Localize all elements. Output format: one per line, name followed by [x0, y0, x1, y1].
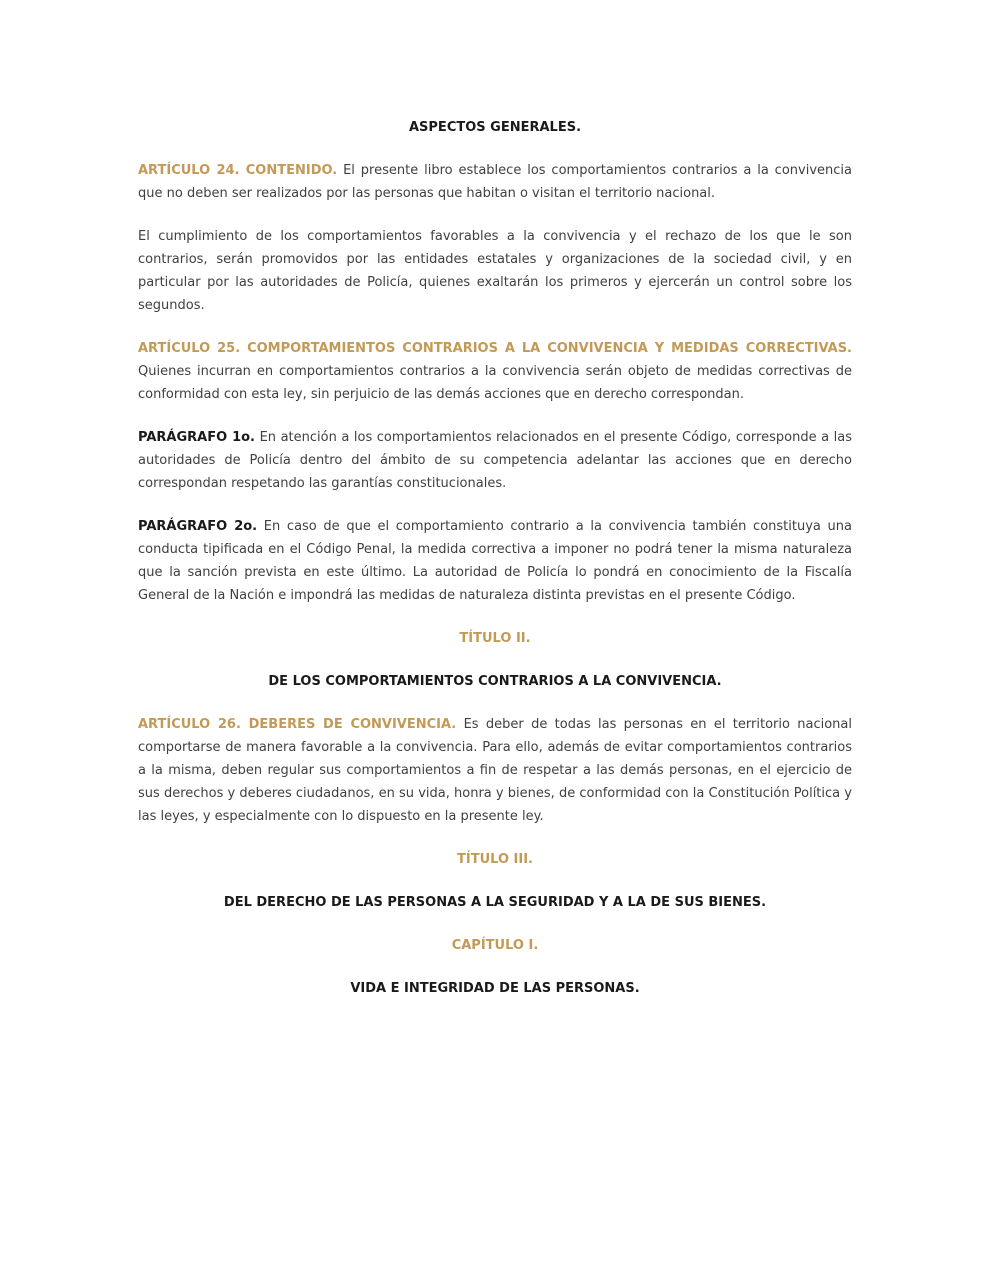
titulo-iii-subtitle: DEL DERECHO DE LAS PERSONAS A LA SEGURIDAD Y A LA DE SUS BIENES.	[223, 895, 767, 910]
compliance-text: El cumplimiento de los comportamientos favorables a la convivencia y el rechazo de los que le son contrarios, serán promovidos por las entidades estatales y organizaciones de la sociedad civil, y en particular por las autoridades de Policía, quienes exaltarán los primeros y ejercerán un control sobre los segundos.	[138, 229, 852, 313]
paragrafo-2-label: PARÁGRAFO 2o.	[138, 519, 258, 534]
paragrafo-1-paragraph	[138, 426, 852, 495]
article-26-paragraph	[138, 713, 852, 828]
article-26-text: Es deber de todas las personas en el territorio nacional comportarse de manera favorable a la convivencia. Para ello, además de evitar comportamientos contrarios a la misma, deben regular sus comportamientos a fin de respetar a las demás personas, en el ejercicio de sus derechos y deberes ciudadanos, en su vida, honra y bienes, de conformidad con la Constitución Política y las leyes, y especialmente con lo dispuesto en la presente ley.	[138, 717, 852, 824]
article-24-paragraph	[138, 159, 852, 205]
article-24-label: ARTÍCULO 24. CONTENIDO.	[138, 163, 338, 178]
paragrafo-2-paragraph	[138, 515, 852, 607]
compliance-paragraph	[138, 225, 852, 317]
article-24-text: El presente libro establece los comportamientos contrarios a la convivencia que no deben ser realizados por las personas que habitan o visitan el territorio nacional.	[138, 163, 852, 201]
article-25-text: Quienes incurran en comportamientos contrarios a la convivencia serán objeto de medidas correctivas de conformidad con esta ley, sin perjuicio de las demás acciones que en derecho correspondan.	[138, 364, 852, 402]
article-26-label: ARTÍCULO 26. DEBERES DE CONVIVENCIA.	[138, 717, 457, 732]
paragrafo-1-label: PARÁGRAFO 1o.	[138, 430, 255, 445]
paragrafo-2-text: En caso de que el comportamiento contrario a la convivencia también constituya una conducta tipificada en el Código Penal, la medida correctiva a imponer no podrá tener la misma naturaleza que la sanción prevista en este último. La autoridad de Policía lo pondrá en conocimiento de la Fiscalía General de la Nación e impondrá las medidas de naturaleza distinta previstas en el presente Código.	[138, 519, 852, 603]
capitulo-i-subtitle: VIDA E INTEGRIDAD DE LAS PERSONAS.	[350, 981, 640, 996]
titulo-ii-subtitle: DE LOS COMPORTAMIENTOS CONTRARIOS A LA CONVIVENCIA.	[268, 674, 722, 689]
document-title: ASPECTOS GENERALES.	[408, 120, 582, 135]
article-25-paragraph	[138, 337, 852, 406]
titulo-ii-heading: TÍTULO II.	[459, 631, 531, 646]
capitulo-i-heading: CAPÍTULO I.	[451, 938, 539, 953]
paragrafo-1-text: En atención a los comportamientos relacionados en el presente Código, corresponde a las autoridades de Policía dentro del ámbito de su competencia adelantar las acciones que en derecho correspondan respetando las garantías constitucionales.	[138, 430, 852, 491]
article-25-label: ARTÍCULO 25. COMPORTAMIENTOS CONTRARIOS A LA CONVIVENCIA Y MEDIDAS CORRECTIVAS.	[138, 341, 852, 356]
titulo-iii-heading: TÍTULO III.	[457, 852, 533, 867]
